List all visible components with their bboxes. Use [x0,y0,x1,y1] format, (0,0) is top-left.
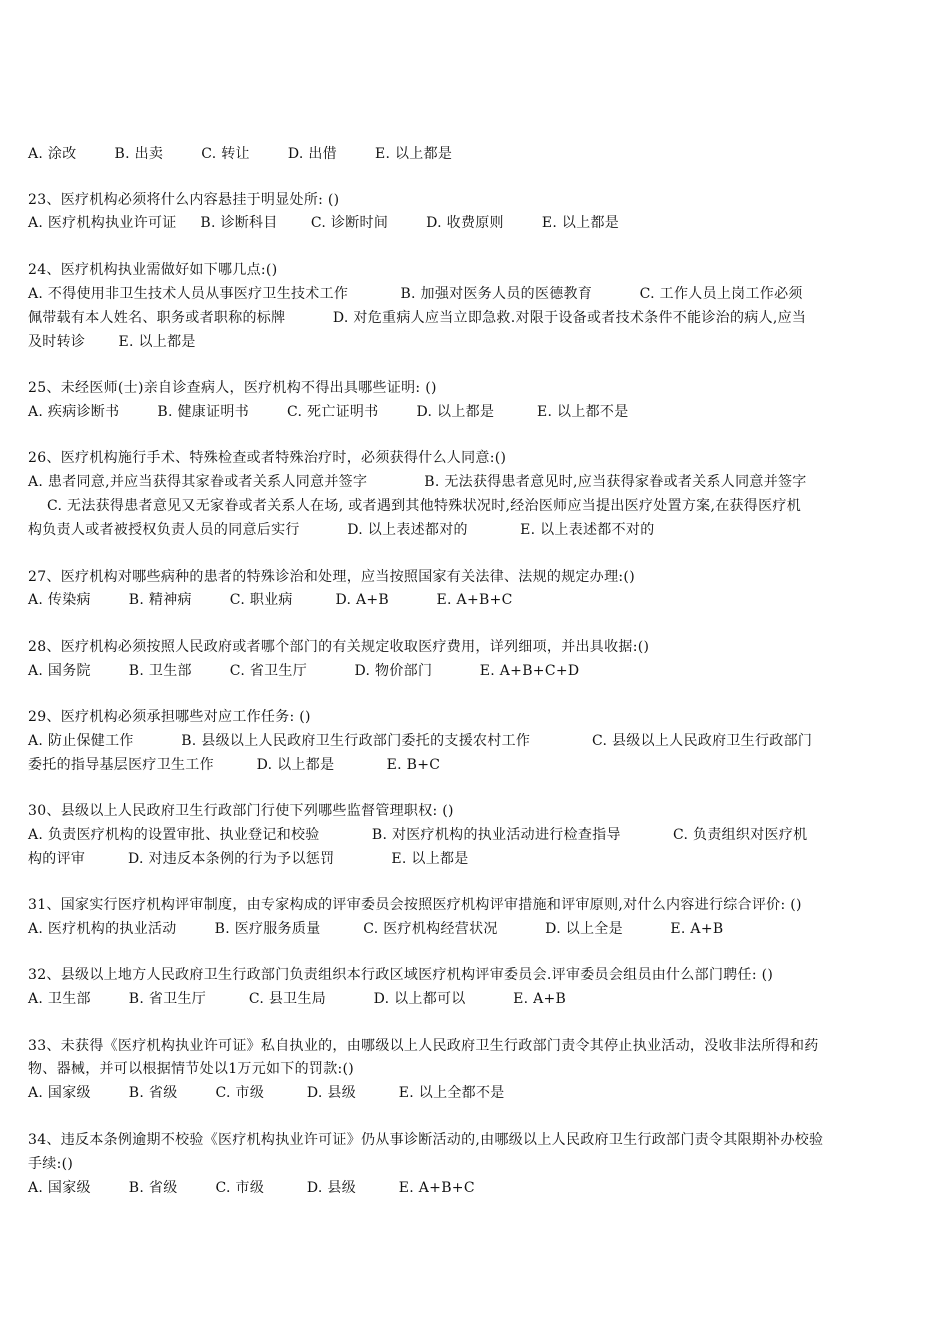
q31-options: A. 医疗机构的执业活动 B. 医疗服务质量 C. 医疗机构经营状况 D. 以上全是 E. A+B [28,921,724,937]
q26-options-line-2: C. 无法获得患者意见又无家眷或者关系人在场, 或者遇到其他特殊状况时,经治医师应当提出医疗处置方案,在获得医疗机 [28,498,802,514]
q33-question-line-2: 物、器械，并可以根据情节处以1万元如下的罚款:() [28,1061,355,1077]
q24-options-line-3: 及时转诊 E. 以上都是 [28,334,196,350]
q29-options-line-2: 委托的指导基层医疗卫生工作 D. 以上都是 E. B+C [28,757,441,773]
q23-options: A. 医疗机构执业许可证 B. 诊断科目 C. 诊断时间 D. 收费原则 E. 以上都是 [28,215,620,231]
q30-options-line-2: 构的评审 D. 对违反本条例的行为予以惩罚 E. 以上都是 [28,851,469,867]
q34-question-line-1: 34、违反本条例逾期不校验《医疗机构执业许可证》仍从事诊断活动的,由哪级以上人民政府卫生行政部门责令其限期补办校验 [28,1132,824,1148]
q28-question: 28、医疗机构必须按照人民政府或者哪个部门的有关规定收取医疗费用，详列细项，并出具收据:() [28,639,650,655]
q31-question: 31、国家实行医疗机构评审制度，由专家构成的评审委员会按照医疗机构评审措施和评审原则,对什么内容进行综合评价: () [28,897,802,913]
q24-options-line-1: A. 不得使用非卫生技术人员从事医疗卫生技术工作 B. 加强对医务人员的医德教育 C. 工作人员上岗工作必须 [28,286,803,302]
q26-options-line-3: 构负责人或者被授权负责人员的同意后实行 D. 以上表述都对的 E. 以上表述都不对的 [28,522,655,538]
q25-question: 25、未经医师(士)亲自诊查病人，医疗机构不得出具哪些证明: () [28,380,437,396]
document-page [28,0,918,1344]
q29-question: 29、医疗机构必须承担哪些对应工作任务: () [28,709,311,725]
q34-question-line-2: 手续:() [28,1156,74,1172]
q26-question: 26、医疗机构施行手术、特殊检查或者特殊治疗时，必须获得什么人同意:() [28,450,507,466]
q22-options: A. 涂改 B. 出卖 C. 转让 D. 出借 E. 以上都是 [28,146,453,162]
q26-options-line-1: A. 患者同意,并应当获得其家眷或者关系人同意并签字 B. 无法获得患者意见时,应当获得家眷或者关系人同意并签字 [28,474,807,490]
q30-question: 30、县级以上人民政府卫生行政部门行使下列哪些监督管理职权: () [28,803,454,819]
q23-question: 23、医疗机构必须将什么内容悬挂于明显处所: () [28,192,340,208]
q33-options: A. 国家级 B. 省级 C. 市级 D. 县级 E. 以上全都不是 [28,1085,505,1101]
q24-question: 24、医疗机构执业需做好如下哪几点:() [28,262,278,278]
q33-question-line-1: 33、未获得《医疗机构执业许可证》私自执业的，由哪级以上人民政府卫生行政部门责令其停止执业活动，没收非法所得和药 [28,1038,819,1054]
q34-options: A. 国家级 B. 省级 C. 市级 D. 县级 E. A+B+C [28,1180,475,1196]
q27-question: 27、医疗机构对哪些病种的患者的特殊诊治和处理，应当按照国家有关法律、法规的规定办理:() [28,569,635,585]
q28-options: A. 国务院 B. 卫生部 C. 省卫生厅 D. 物价部门 E. A+B+C+D [28,663,580,679]
q25-options: A. 疾病诊断书 B. 健康证明书 C. 死亡证明书 D. 以上都是 E. 以上都不是 [28,404,629,420]
q29-options-line-1: A. 防止保健工作 B. 县级以上人民政府卫生行政部门委托的支援农村工作 C. 县级以上人民政府卫生行政部门 [28,733,813,749]
q30-options-line-1: A. 负责医疗机构的设置审批、执业登记和校验 B. 对医疗机构的执业活动进行检查指导 C. 负责组织对医疗机 [28,827,808,843]
q32-question: 32、县级以上地方人民政府卫生行政部门负责组织本行政区域医疗机构评审委员会.评审委员会组员由什么部门聘任: () [28,967,774,983]
q24-options-line-2: 佩带载有本人姓名、职务或者职称的标牌 D. 对危重病人应当立即急救.对限于设备或者技术条件不能诊治的病人,应当 [28,310,807,326]
q32-options: A. 卫生部 B. 省卫生厅 C. 县卫生局 D. 以上都可以 E. A+B [28,991,567,1007]
q27-options: A. 传染病 B. 精神病 C. 职业病 D. A+B E. A+B+C [28,592,513,608]
